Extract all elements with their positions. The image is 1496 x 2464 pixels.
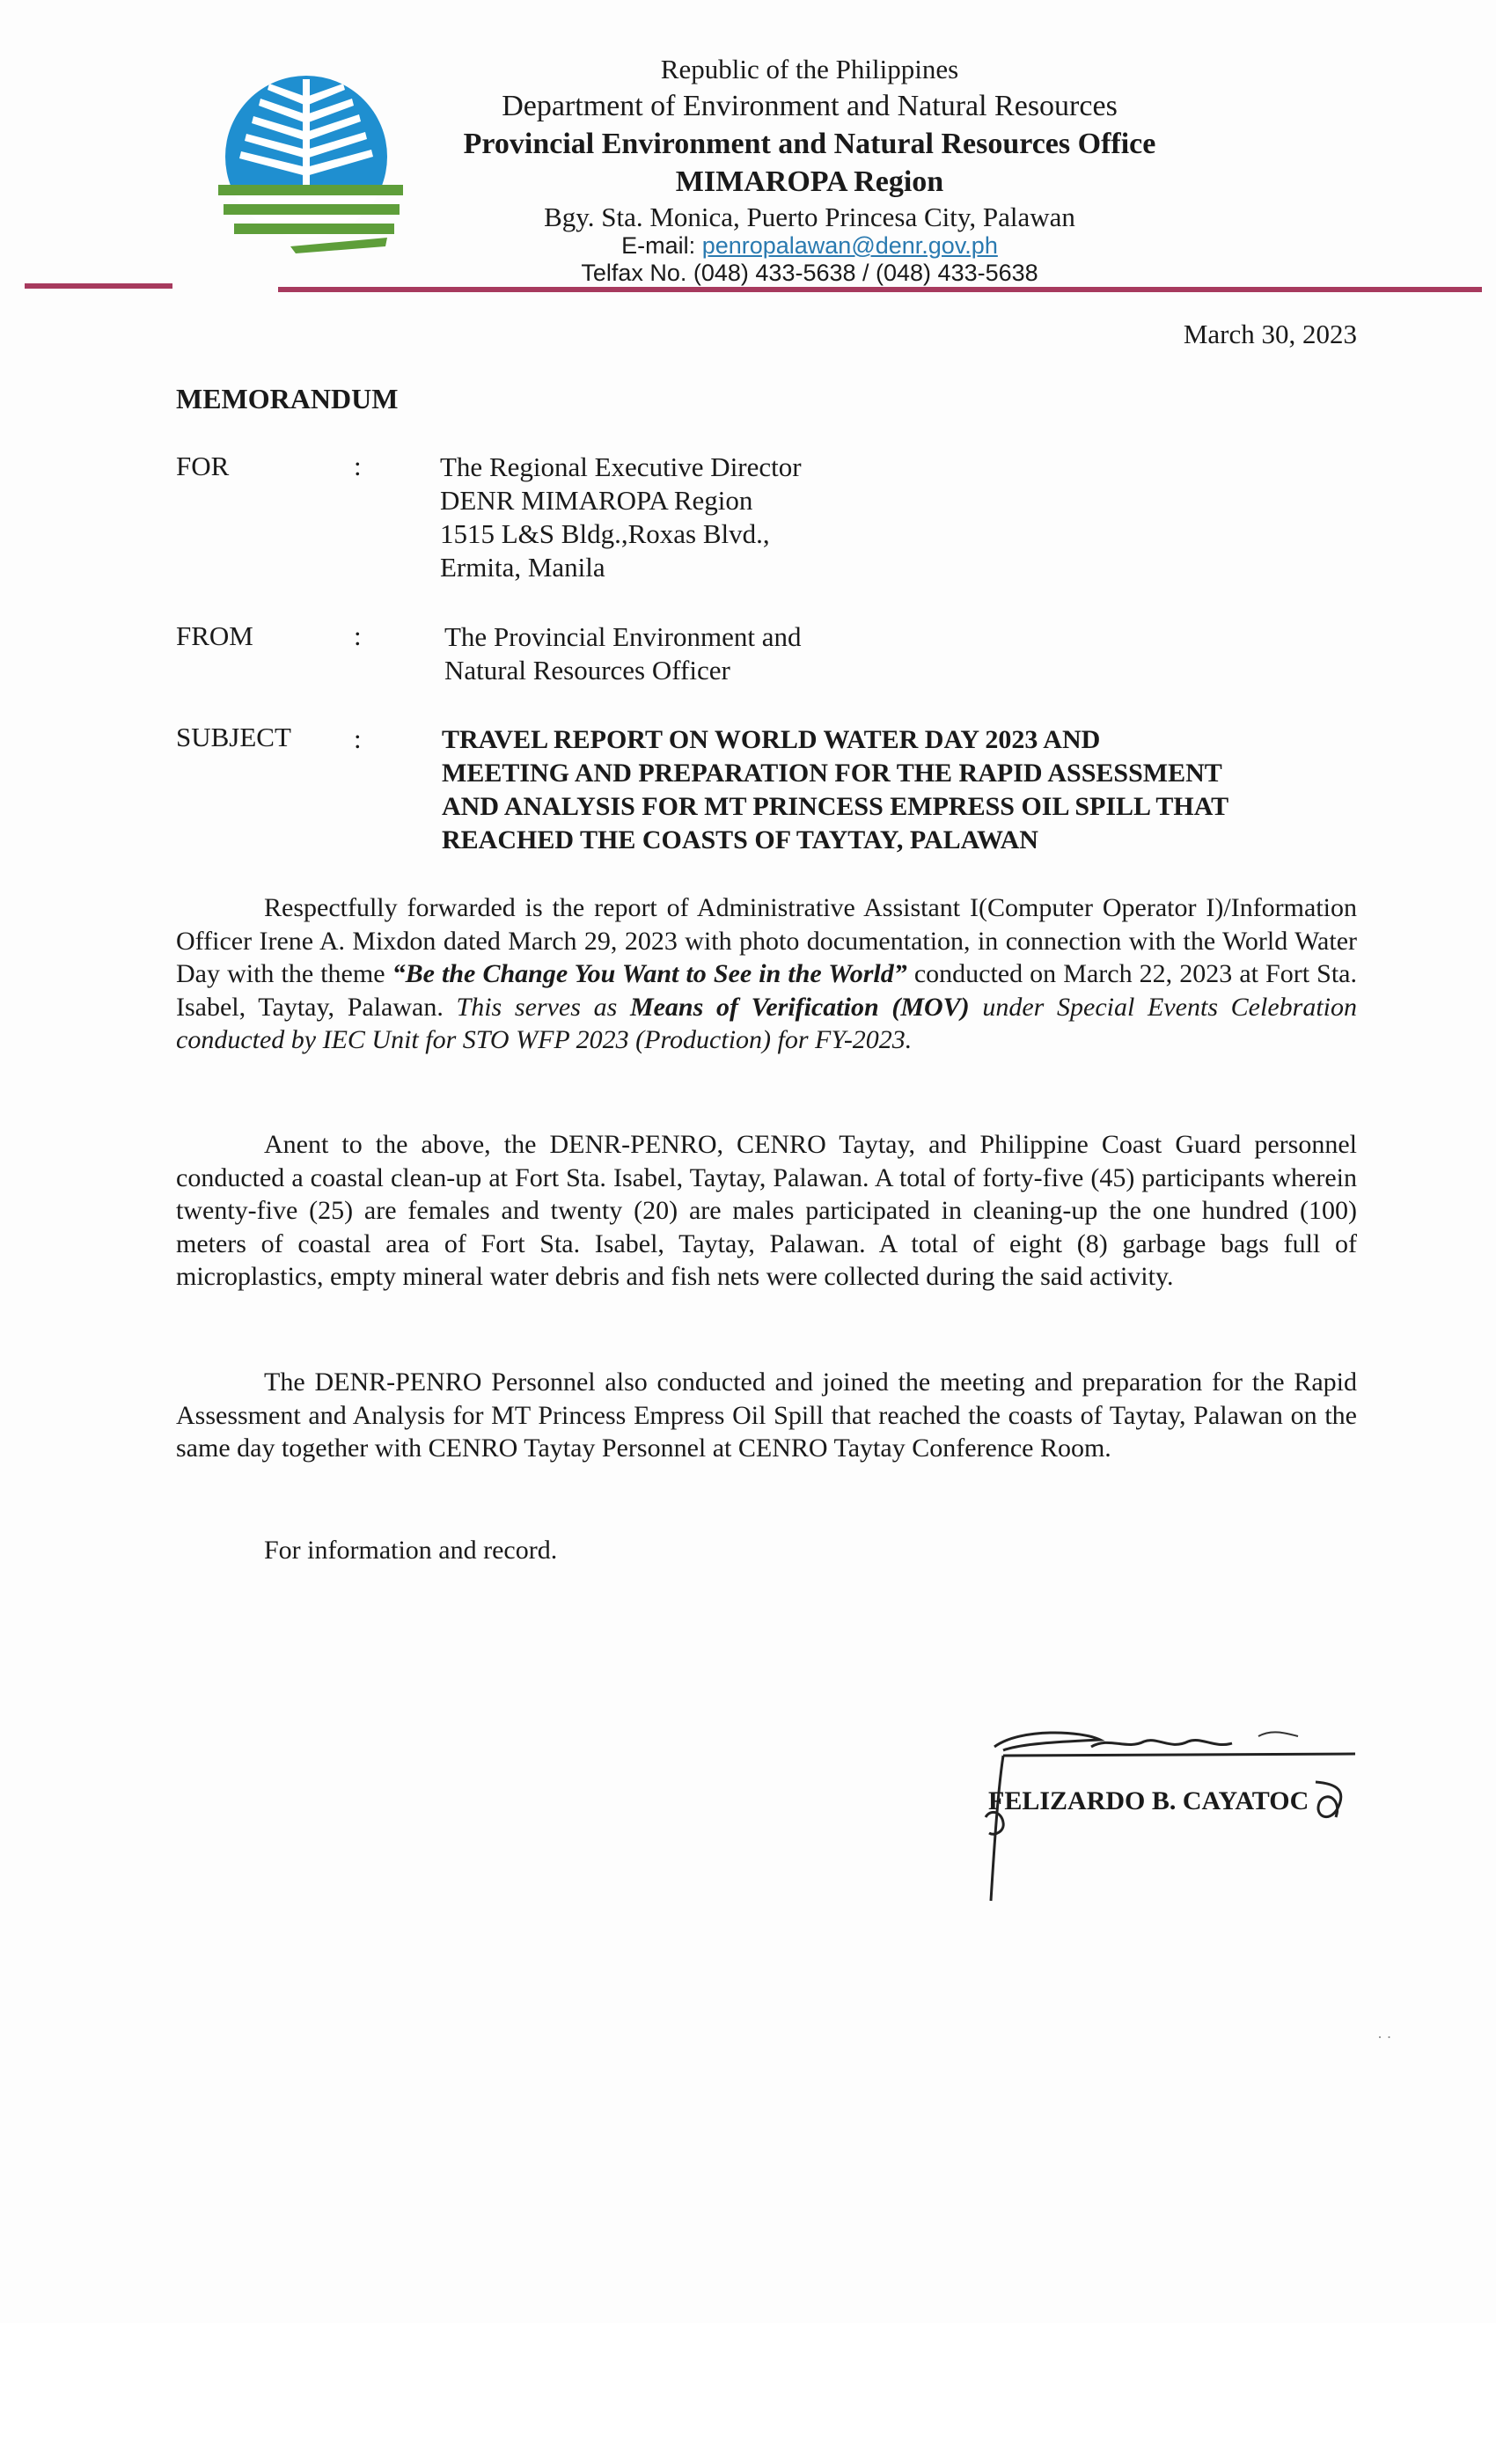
- theme-text: “Be the Change You Want to See in the World”: [392, 959, 907, 988]
- from-line: Natural Resources Officer: [444, 655, 730, 686]
- letterhead-republic: Republic of the Philippines: [660, 54, 959, 84]
- paragraph-1-text: Respectfully forwarded is the report of Administrative Assistant I(Computer Operator I)/Information Officer Irene A. Mixdon dated March 29, 2023 with photo documentation, in connection with the World Water Day with the theme: [176, 893, 1357, 988]
- from-colon: :: [354, 620, 362, 651]
- letterhead-telfax: Telfax No. (048) 433-5638 / (048) 433-5638: [581, 260, 1038, 286]
- memo-title: MEMORANDUM: [176, 383, 399, 414]
- signer-name: FELIZARDO B. CAYATOC: [988, 1786, 1309, 1815]
- for-recipient: [440, 451, 802, 584]
- scan-speck: · ·: [1377, 2028, 1392, 2046]
- subject-label: SUBJECT: [176, 722, 291, 752]
- letterhead-email-line: [370, 233, 1250, 260]
- letterhead-address: Bgy. Sta. Monica, Puerto Princesa City, Palawan: [544, 202, 1075, 232]
- for-label: FOR: [176, 451, 230, 481]
- closing-line: For information and record.: [264, 1536, 558, 1565]
- subject-line: TRAVEL REPORT ON WORLD WATER DAY 2023 AND: [442, 725, 1101, 754]
- letterhead-department: Department of Environment and Natural Resources: [502, 90, 1118, 122]
- for-line: Ermita, Manila: [440, 552, 605, 583]
- paragraph-1-text-2: conducted on March 22, 2023 at Fort Sta. Isabel, Taytay, Palawan.: [176, 959, 1357, 1022]
- mov-text: Means of Verification (MOV): [629, 992, 970, 1022]
- for-line: The Regional Executive Director: [440, 451, 802, 482]
- paragraph-1-italic: This serves as: [456, 992, 630, 1022]
- for-colon: :: [354, 451, 362, 481]
- paragraph-1-italic-2: under Special Events Celebration conducted by IEC Unit for STO WFP 2023 (Production) for FY-2023.: [176, 992, 1357, 1054]
- handwritten-signature-icon: [968, 1720, 1373, 1914]
- for-line: 1515 L&S Bldg.,Roxas Blvd.,: [440, 518, 770, 549]
- subject-line: AND ANALYSIS FOR MT PRINCESS EMPRESS OIL SPILL THAT: [442, 792, 1229, 821]
- body-paragraph-1: [176, 891, 1357, 1057]
- memo-date: March 30, 2023: [1183, 319, 1357, 349]
- body-paragraph-2: Anent to the above, the DENR-PENRO, CENRO Taytay, and Philippine Coast Guard personnel conducted a coastal clean-up at Fort Sta. Isabel, Taytay, Palawan. A total of forty-five (45) participants wherein twenty-five (25) are females and twenty (20) are males participated in cleaning-up the one hundred (100) meters of coastal area of Fort Sta. Isabel, Taytay, Palawan. A total of eight (8) garbage bags full of microplastics, empty mineral water debris and fish nets were collected during the said activity.: [176, 1130, 1357, 1291]
- letterhead-office: Provincial Environment and Natural Resources Office: [463, 128, 1156, 160]
- letterhead-rule-right: [278, 287, 1482, 292]
- from-label: FROM: [176, 620, 253, 651]
- subject-line: REACHED THE COASTS OF TAYTAY, PALAWAN: [442, 825, 1038, 854]
- body-paragraph-3: The DENR-PENRO Personnel also conducted and joined the meeting and preparation for the Rapid Assessment and Analysis for MT Princess Empress Oil Spill that reached the coasts of Taytay, Palawan on the same day together with CENRO Taytay Personnel at CENRO Taytay Conference Room.: [176, 1368, 1357, 1463]
- subject-colon: :: [354, 723, 362, 754]
- letterhead-region: MIMAROPA Region: [675, 165, 944, 198]
- subject-line: MEETING AND PREPARATION FOR THE RAPID ASSESSMENT: [442, 759, 1222, 788]
- email-label: E-mail:: [621, 232, 696, 259]
- for-line: DENR MIMAROPA Region: [440, 485, 753, 516]
- from-sender: [444, 620, 801, 687]
- page-bottom-margin: [0, 2323, 1496, 2464]
- email-link[interactable]: penropalawan@denr.gov.ph: [701, 232, 998, 259]
- from-line: The Provincial Environment and: [444, 621, 802, 652]
- subject-text: [442, 723, 1357, 857]
- letterhead-rule-left: [25, 283, 172, 289]
